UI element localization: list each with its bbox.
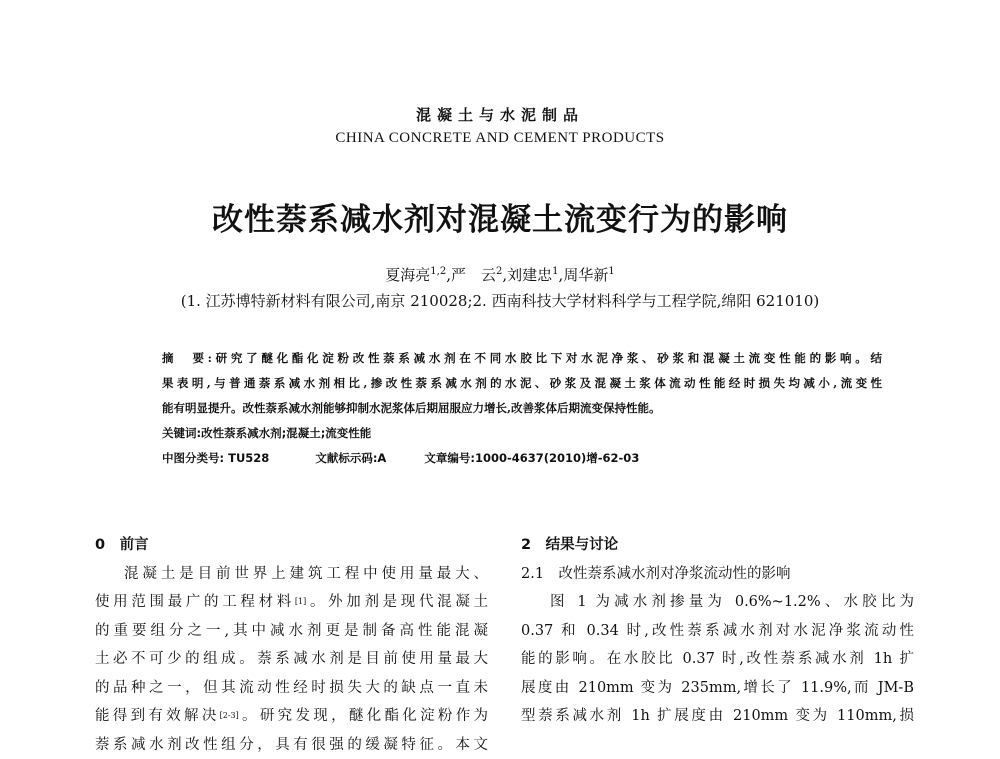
paper-title: 改性萘系减水剂对混凝土流变行为的影响	[0, 194, 1000, 239]
body-line: 使用范围最广的工程材料[1]。外加剂是现代混凝土	[95, 588, 488, 617]
body-line: 的品种之一，但其流动性经时损失大的缺点一直未	[95, 674, 488, 703]
section-heading-results: 2 结果与讨论	[521, 531, 914, 560]
keywords: 关键词:改性萘系减水剂;混凝土;流变性能	[162, 421, 882, 446]
author: 周华新	[563, 266, 608, 284]
body-line: 能得到有效解决[2-3]。研究发现，醚化酯化淀粉作为	[95, 702, 488, 731]
citation: [2-3]	[220, 711, 239, 720]
body-line: 型萘系减水剂 1h 扩展度由 210mm 变为 110mm,损	[521, 702, 914, 731]
journal-name-cn: 混凝土与水泥制品	[0, 104, 1000, 125]
abstract-line: 能有明显提升。改性萘系减水剂能够抑制水泥浆体后期屈服应力增长,改善浆体后期流变保持性能。	[162, 396, 882, 421]
body-line: 0.37 和 0.34 时,改性萘系减水剂对水泥净浆流动性	[521, 617, 914, 646]
author-list: 夏海亮$^{1,2}$,严 云$^2$,刘建忠$^1$,周华新$^1$	[0, 264, 1000, 285]
section-heading-intro: 0 前言	[95, 531, 488, 560]
right-column	[521, 531, 914, 731]
author-affiliation-mark: 1	[608, 266, 614, 277]
classification-line	[162, 446, 882, 471]
author: 严 云	[451, 266, 496, 284]
citation: [1]	[295, 597, 306, 606]
classification-number: 中图分类号: TU528	[162, 451, 269, 465]
body-line: 能的影响。在水胶比 0.37 时,改性萘系减水剂 1h 扩	[521, 645, 914, 674]
author-affiliation-mark: 1	[552, 266, 558, 277]
journal-name-en: CHINA CONCRETE AND CEMENT PRODUCTS	[0, 130, 1000, 147]
body-line: 图 1 为减水剂掺量为 0.6%~1.2%、水胶比为	[521, 588, 914, 617]
body-line: 展度由 210mm 变为 235mm,增长了 11.9%,而 JM-B	[521, 674, 914, 703]
subsection-heading: 2.1 改性萘系减水剂对净浆流动性的影响	[521, 560, 914, 589]
abstract-line: 果表明,与普通萘系减水剂相比,掺改性萘系减水剂的水泥、砂浆及混凝土浆体流动性能经时损失均减小,流变性	[162, 371, 882, 396]
body-line: 土必不可少的组成。萘系减水剂是目前使用量最大	[95, 645, 488, 674]
abstract-line: 摘 要:研究了醚化酯化淀粉改性萘系减水剂在不同水胶比下对水泥净浆、砂浆和混凝土流变性能的影响。结	[162, 346, 882, 371]
left-column	[95, 531, 488, 759]
body-line: 的重要组分之一,其中减水剂更是制备高性能混凝	[95, 617, 488, 646]
article-number: 文章编号:1000-4637(2010)增-62-03	[424, 451, 639, 465]
author-affiliation-mark: 2	[496, 266, 502, 277]
author-affiliation-mark: 1,2	[430, 266, 446, 277]
affiliation: (1. 江苏博特新材料有限公司,南京 210028;2. 西南科技大学材料科学与工程学院,绵阳 621010)	[0, 290, 1000, 311]
body-line: 萘系减水剂改性组分，具有很强的缓凝特征。本文	[95, 731, 488, 759]
abstract	[162, 346, 882, 471]
document-code: 文献标示码:A	[315, 451, 386, 465]
author: 刘建忠	[507, 266, 552, 284]
author: 夏海亮	[385, 266, 430, 284]
body-line: 混凝土是目前世界上建筑工程中使用量最大、	[95, 560, 488, 589]
